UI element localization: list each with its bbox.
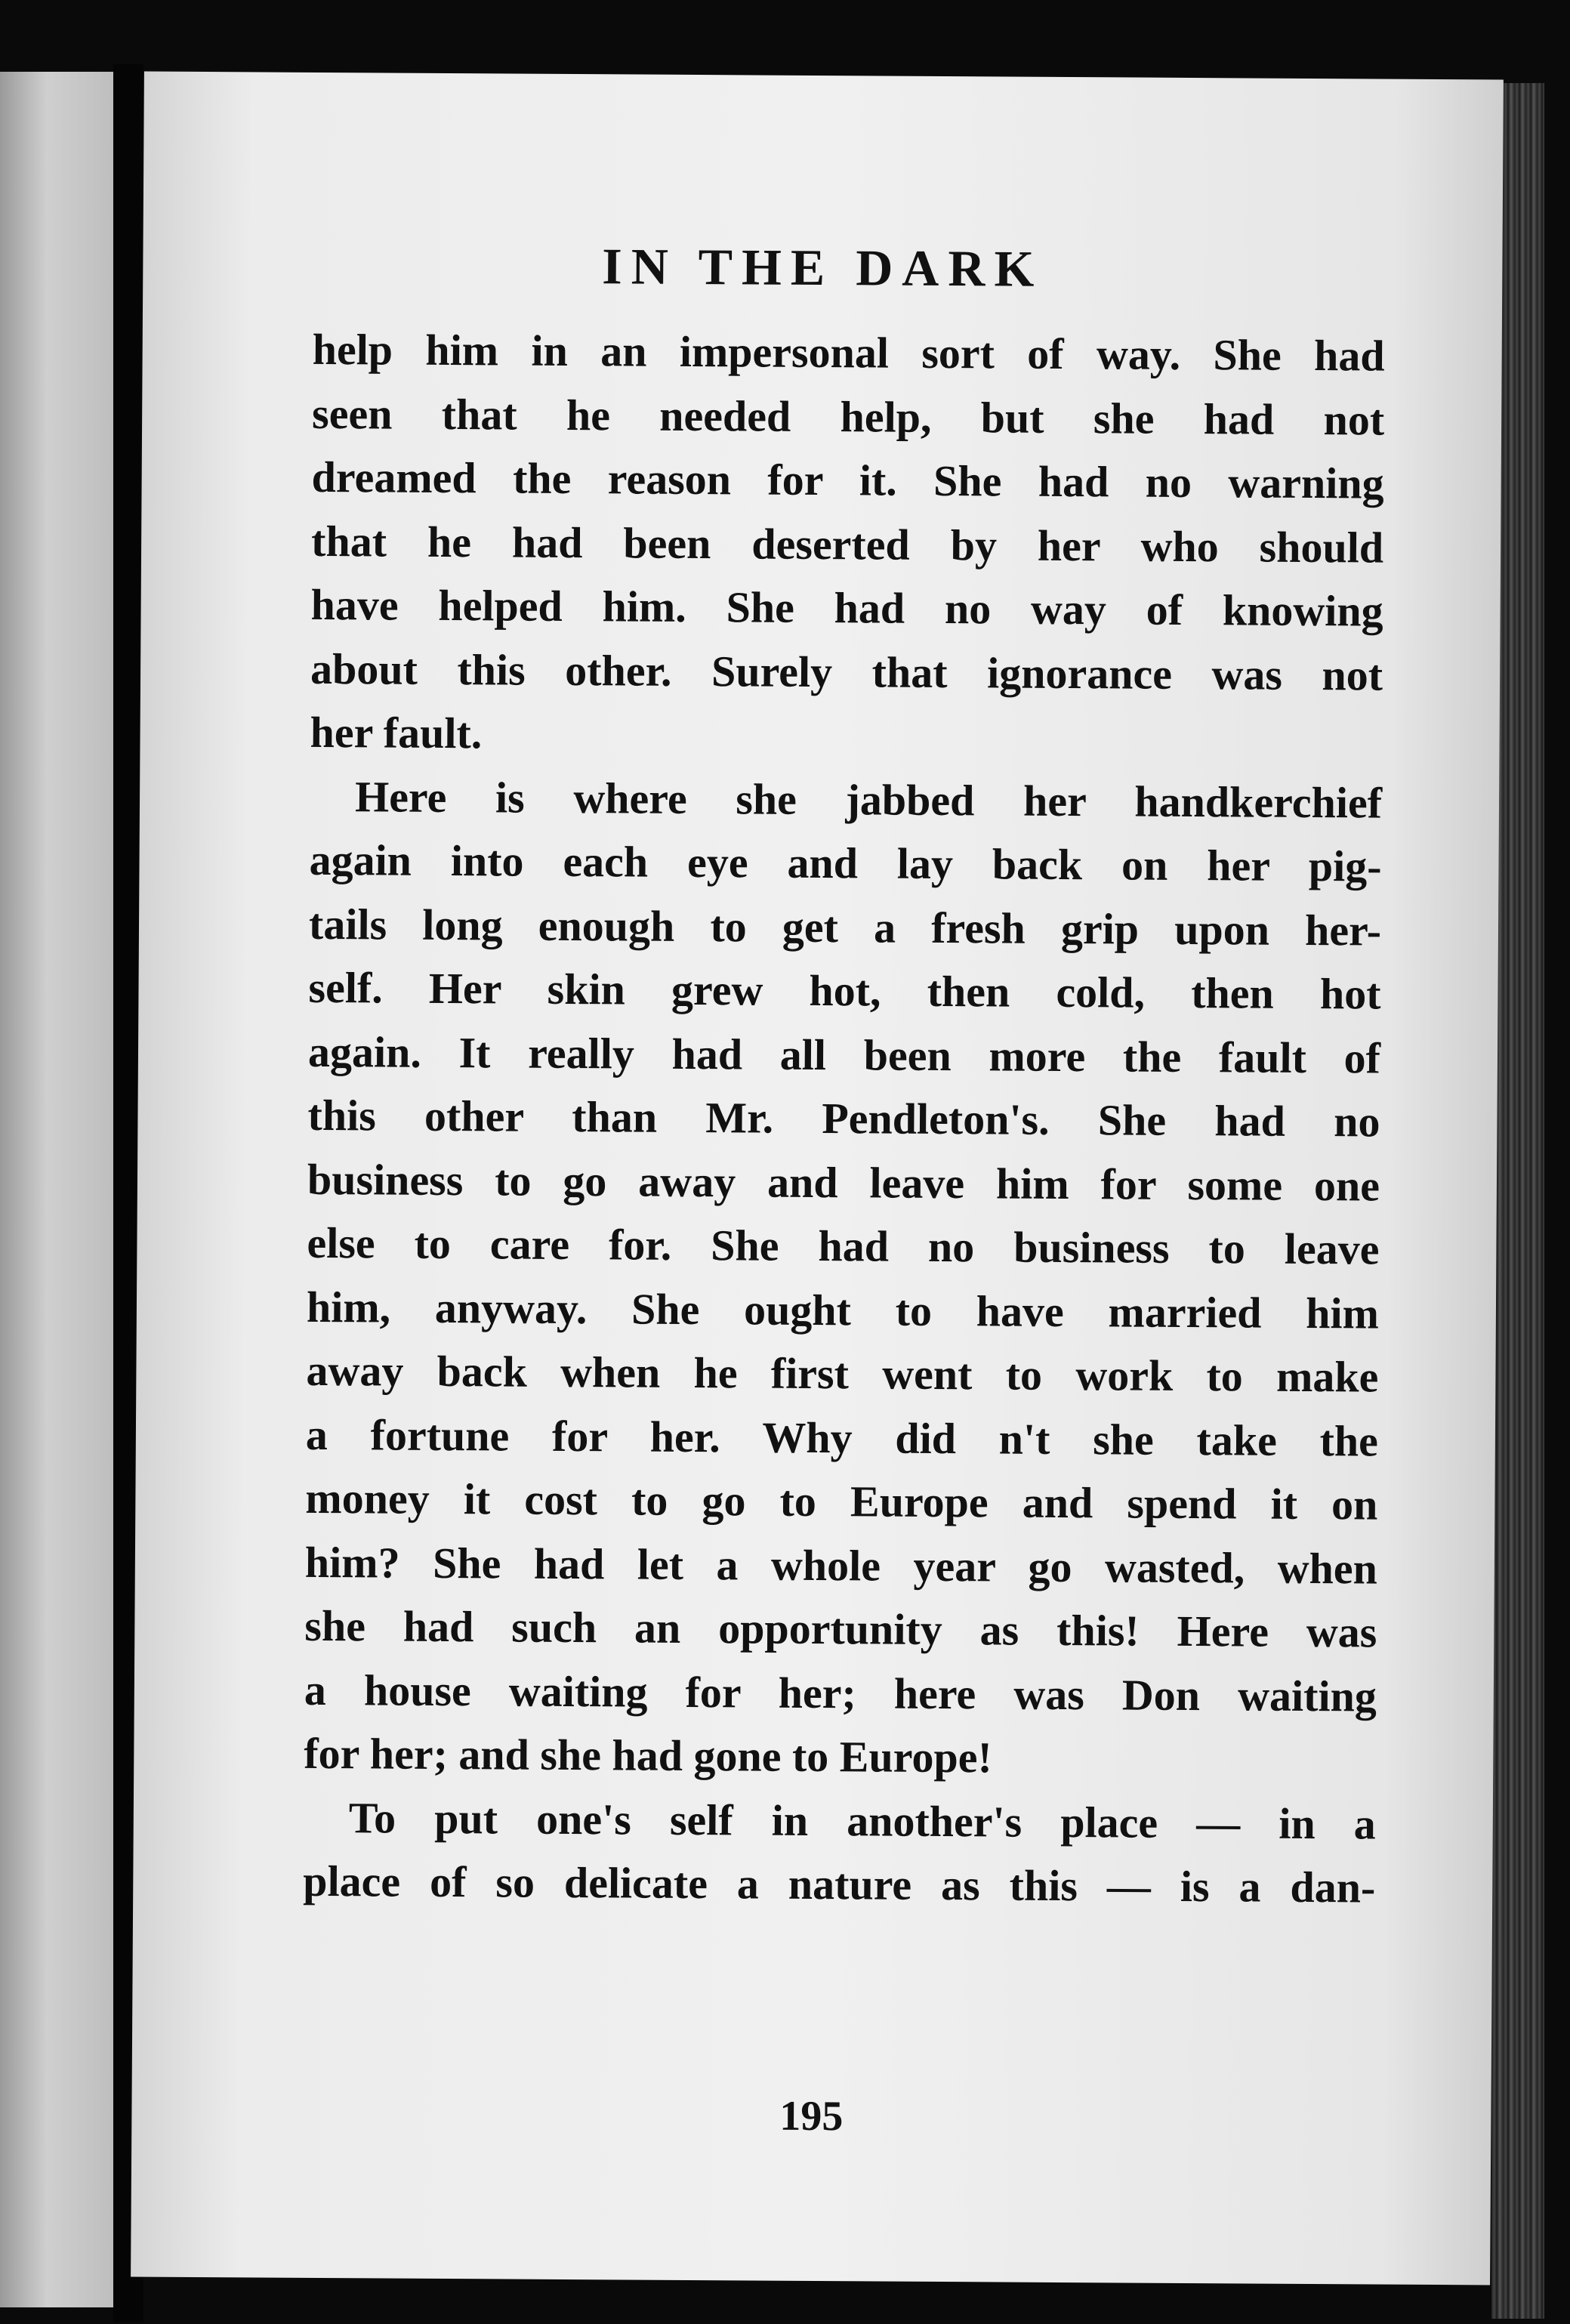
book-page — [131, 72, 1504, 2285]
text-line: she had such an opportunity as this! Here was — [304, 1600, 1377, 1657]
text-line: dreamed the reason for it. She had no warning — [311, 452, 1384, 508]
text-line: business to go away and leave him for some one — [307, 1154, 1380, 1211]
text-line: for her; and she had gone to Europe! — [304, 1728, 992, 1782]
text-line: again. It really had all been more the fault of — [307, 1026, 1381, 1083]
text-line: a fortune for her. Why did n't she take the — [305, 1409, 1379, 1466]
text-line: Here is where she jabbed her handkerchief — [354, 771, 1383, 828]
text-line: again into each eye and lay back on her pig- — [309, 835, 1382, 891]
text-line: him, anyway. She ought to have married him — [306, 1282, 1380, 1338]
text-line: self. Her skin grew hot, then cold, then hot — [308, 962, 1381, 1019]
text-line: about this other. Surely that ignorance was not — [310, 643, 1383, 700]
facing-page-edge — [0, 72, 117, 2307]
text-line: that he had been deserted by her who should — [310, 516, 1384, 573]
text-line: him? She had let a whole year go wasted, when — [304, 1537, 1378, 1594]
text-line: away back when he first went to work to make — [306, 1345, 1379, 1402]
text-line: money it cost to go to Europe and spend it on — [305, 1473, 1378, 1529]
text-line: have helped him. She had no way of knowing — [310, 579, 1383, 636]
text-line: To put one's self in another's place — in a — [348, 1792, 1376, 1849]
body-text — [303, 318, 1385, 1920]
text-line: seen that he needed help, but she had not — [311, 388, 1385, 445]
text-line: help him in an impersonal sort of way. She had — [312, 324, 1385, 381]
text-line: else to care for. She had no business to leave — [307, 1218, 1380, 1274]
text-line: a house waiting for her; here was Don waiting — [304, 1665, 1377, 1721]
text-line: her fault. — [310, 707, 483, 758]
text-line: tails long enough to get a fresh grip upon her- — [308, 899, 1382, 955]
running-head: IN THE DARK — [602, 237, 1044, 298]
text-line: this other than Mr. Pendleton's. She had no — [307, 1090, 1380, 1147]
page-number: 195 — [779, 2092, 844, 2140]
text-line: place of so delicate a nature as this — is a dan- — [303, 1856, 1376, 1912]
